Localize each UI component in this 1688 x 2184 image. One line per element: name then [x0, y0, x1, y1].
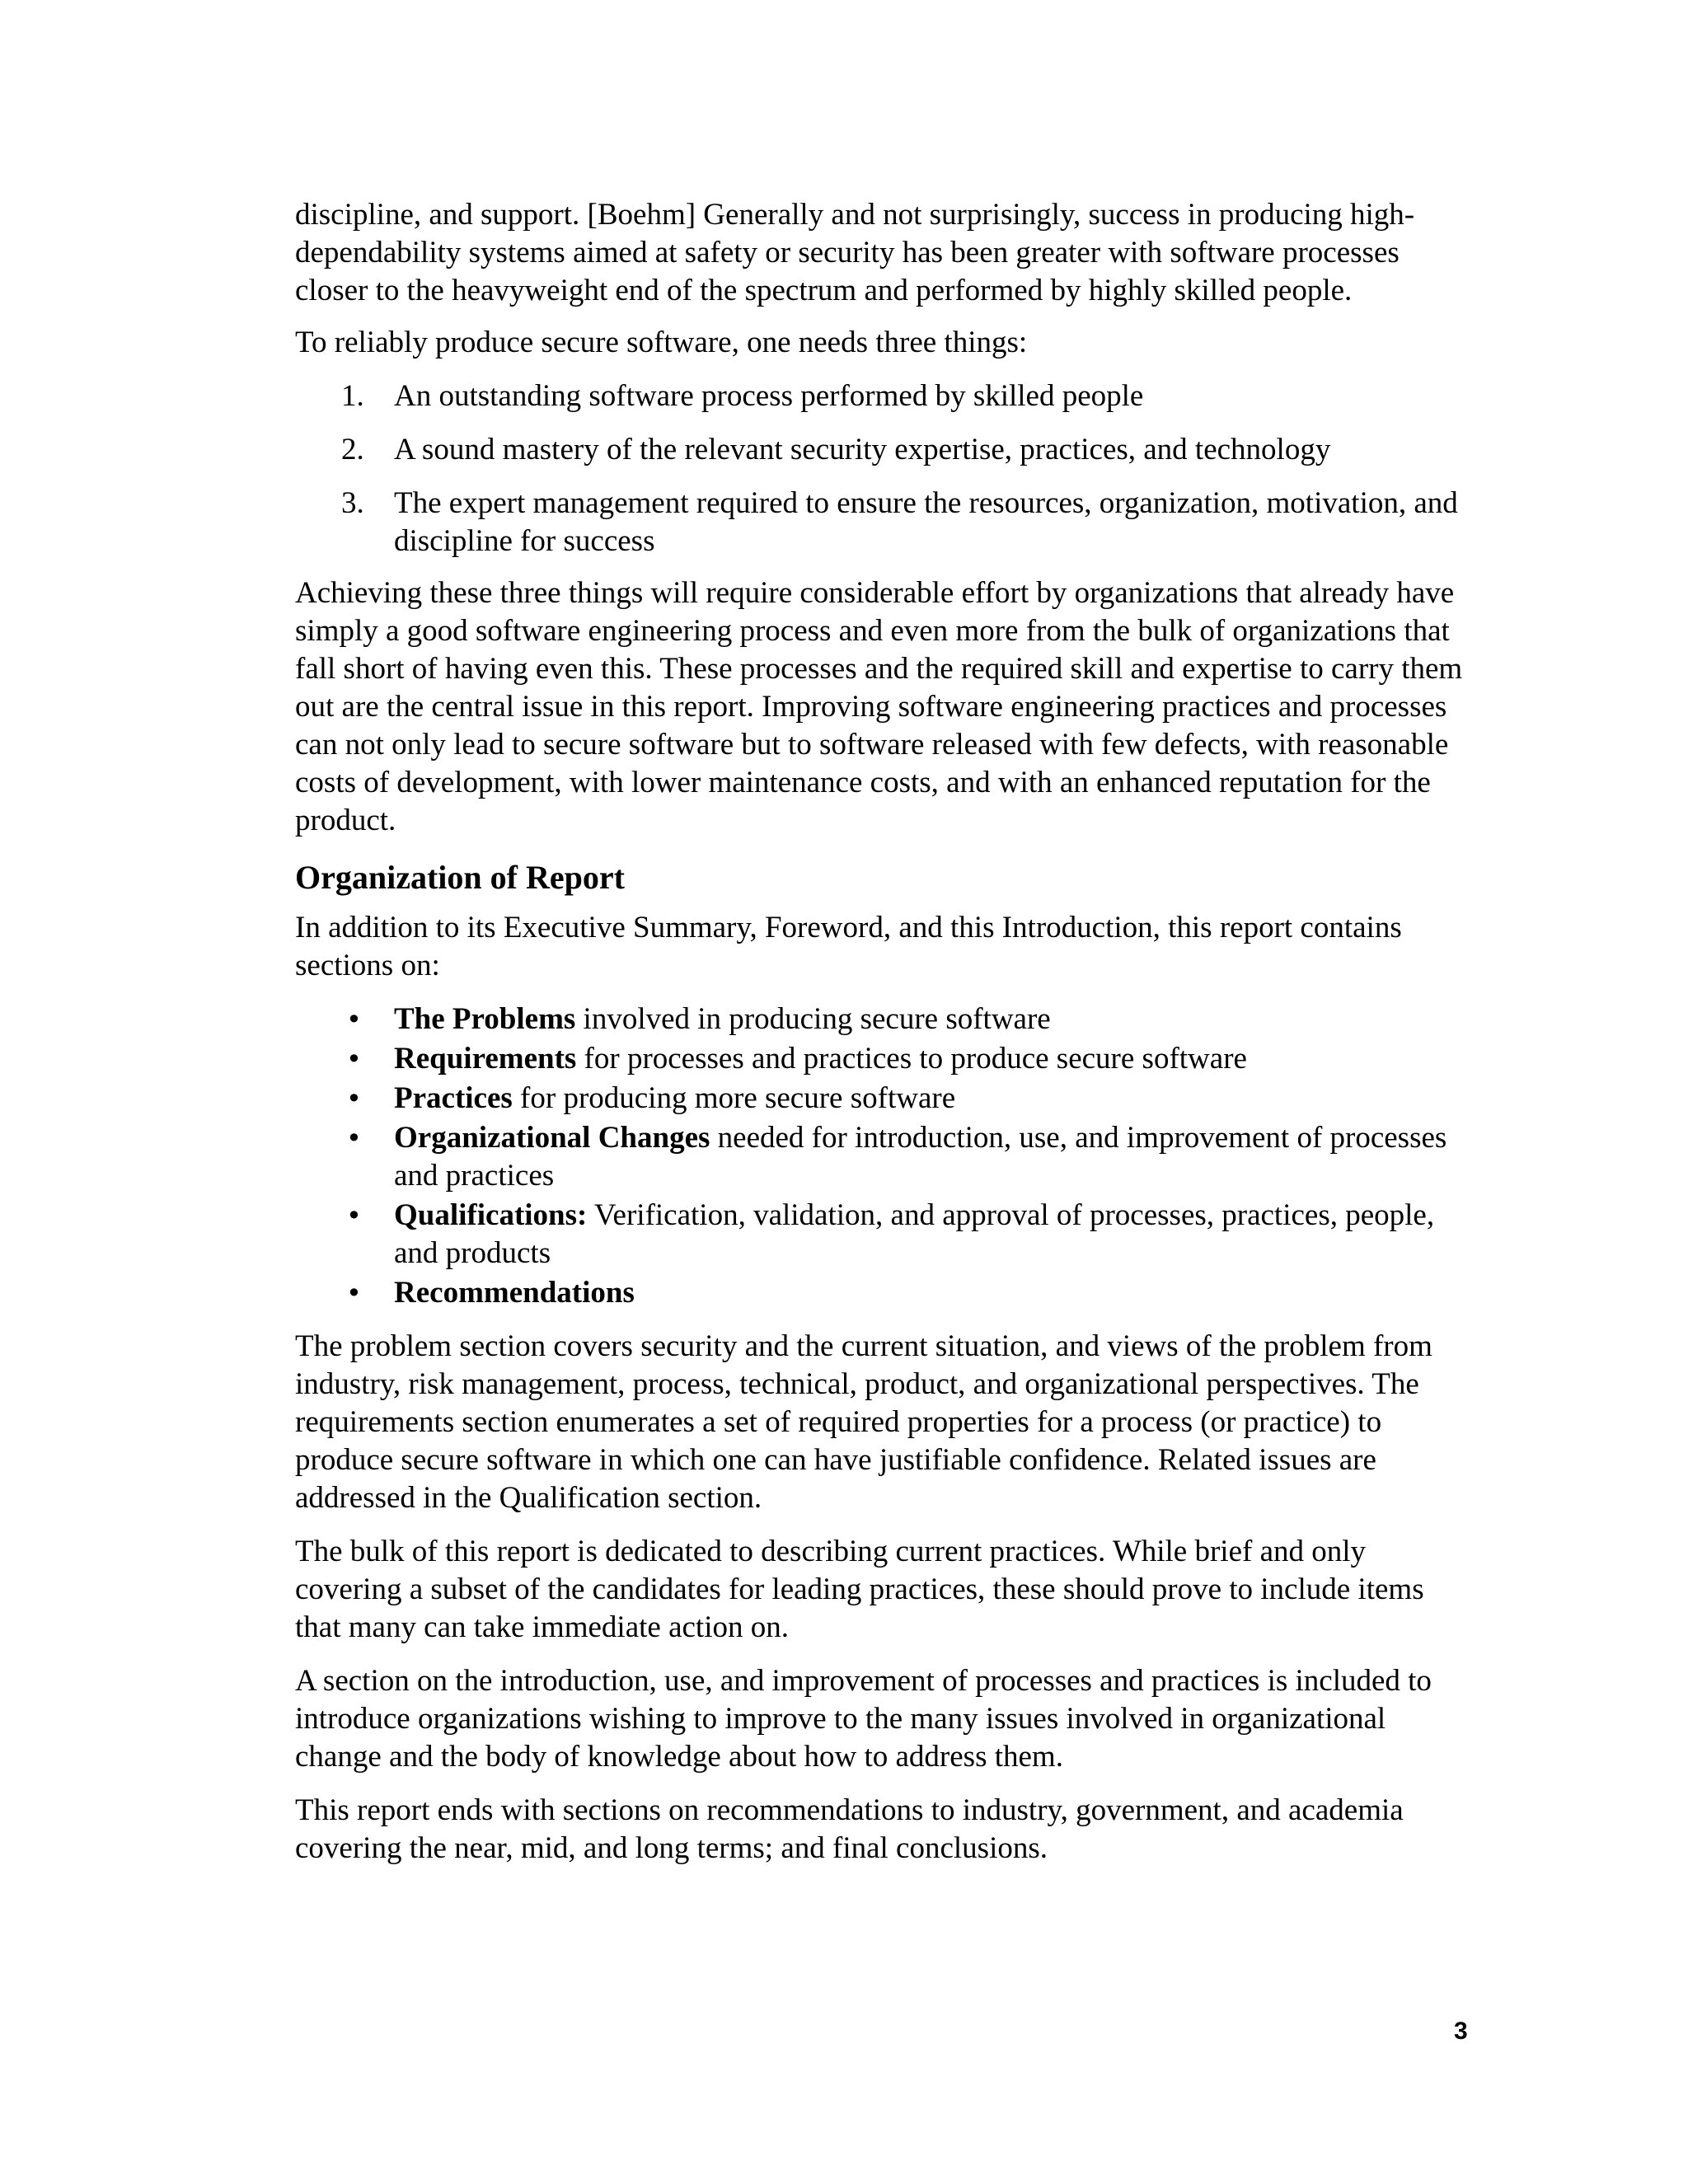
paragraph-report-ends: This report ends with sections on recommendations to industry, government, and academia covering the near, mid, and long terms; and final conclusions.	[295, 1793, 1404, 1865]
page-body	[295, 196, 1474, 1883]
bullet-list-item	[295, 1197, 1474, 1272]
bullet-bold-term: Qualifications:	[394, 1198, 588, 1232]
section-heading: Organization of Report	[295, 859, 625, 896]
paragraph-organizational-change: A section on the introduction, use, and improvement of processes and practices is included to introduce organizations wishing to improve to the many issues involved in organizational change and the body of knowledge about how to address them.	[295, 1664, 1432, 1774]
bullet-bold-term: The Problems	[394, 1002, 576, 1036]
numbered-list-item	[295, 431, 1474, 469]
bullet-list-item	[295, 1040, 1474, 1078]
list-number: 3.	[341, 486, 364, 520]
list-item-text: An outstanding software process performed by skilled people	[394, 379, 1144, 413]
bullet-bold-term: Practices	[394, 1081, 513, 1115]
list-number: 2.	[341, 433, 364, 466]
list-number: 1.	[341, 379, 364, 413]
bullet-bold-term: Requirements	[394, 1042, 577, 1076]
bullet-bold-term: Recommendations	[394, 1276, 635, 1310]
bullet-icon: •	[346, 1043, 362, 1075]
bullet-text: needed for introduction, use, and improvement of processes and practices	[394, 1121, 1447, 1193]
bullet-icon: •	[346, 1122, 362, 1154]
bullet-list-item	[295, 1080, 1474, 1118]
bullet-icon: •	[346, 1277, 362, 1309]
paragraph-problem-section: The problem section covers security and the current situation, and views of the problem from industry, risk management, process, technical, product, and organizational perspectives. The requirements section enumerates a set of required properties for a process (or practice) to produce secure software in which one can have justifiable confidence. Related issues are addressed in the Qualification section.	[295, 1329, 1432, 1515]
bullet-bold-term: Organizational Changes	[394, 1121, 710, 1155]
bullet-text: involved in producing secure software	[575, 1002, 1051, 1036]
list-item-text: The expert management required to ensure the resources, organization, motivation, and discipline for success	[394, 486, 1458, 558]
paragraph-contains-sections: In addition to its Executive Summary, Foreword, and this Introduction, this report contains sections on:	[295, 911, 1402, 982]
bullet-icon: •	[346, 1200, 362, 1231]
paragraph-achieving: Achieving these three things will require considerable effort by organizations that already have simply a good software engineering process and even more from the bulk of organizations that fall short of having even this. These processes and the required skill and expertise to carry them out are the central issue in this report. Improving software engineering practices and processes can not only lead to secure software but to software released with few defects, with reasonable costs of development, with lower maintenance costs, and with an enhanced reputation for the product.	[295, 576, 1463, 837]
paragraph-bulk-of-report: The bulk of this report is dedicated to describing current practices. While brief and only covering a subset of the candidates for leading practices, these should prove to include items that many can take immediate action on.	[295, 1535, 1424, 1644]
list-item-text: A sound mastery of the relevant security expertise, practices, and technology	[394, 433, 1331, 466]
paragraph-three-things-intro: To reliably produce secure software, one needs three things:	[295, 326, 1028, 359]
numbered-list-item	[295, 485, 1474, 560]
numbered-list-item	[295, 377, 1474, 415]
bullet-list	[295, 1001, 1474, 1312]
page-number: 3	[1454, 2018, 1468, 2045]
paragraph-boehm: discipline, and support. [Boehm] Generally and not surprisingly, success in producing high-dependability systems aimed at safety or security has been greater with software processes closer to the heavyweight end of the spectrum and performed by highly skilled people.	[295, 198, 1415, 307]
numbered-list	[295, 377, 1474, 560]
bullet-text: for processes and practices to produce secure software	[576, 1042, 1247, 1076]
bullet-text: for producing more secure software	[512, 1081, 956, 1115]
bullet-icon: •	[346, 1004, 362, 1035]
bullet-list-item	[295, 1001, 1474, 1038]
bullet-icon: •	[346, 1083, 362, 1114]
bullet-list-item	[295, 1274, 1474, 1312]
bullet-text: Verification, validation, and approval of processes, practices, people, and products	[394, 1198, 1435, 1270]
bullet-list-item	[295, 1119, 1474, 1195]
